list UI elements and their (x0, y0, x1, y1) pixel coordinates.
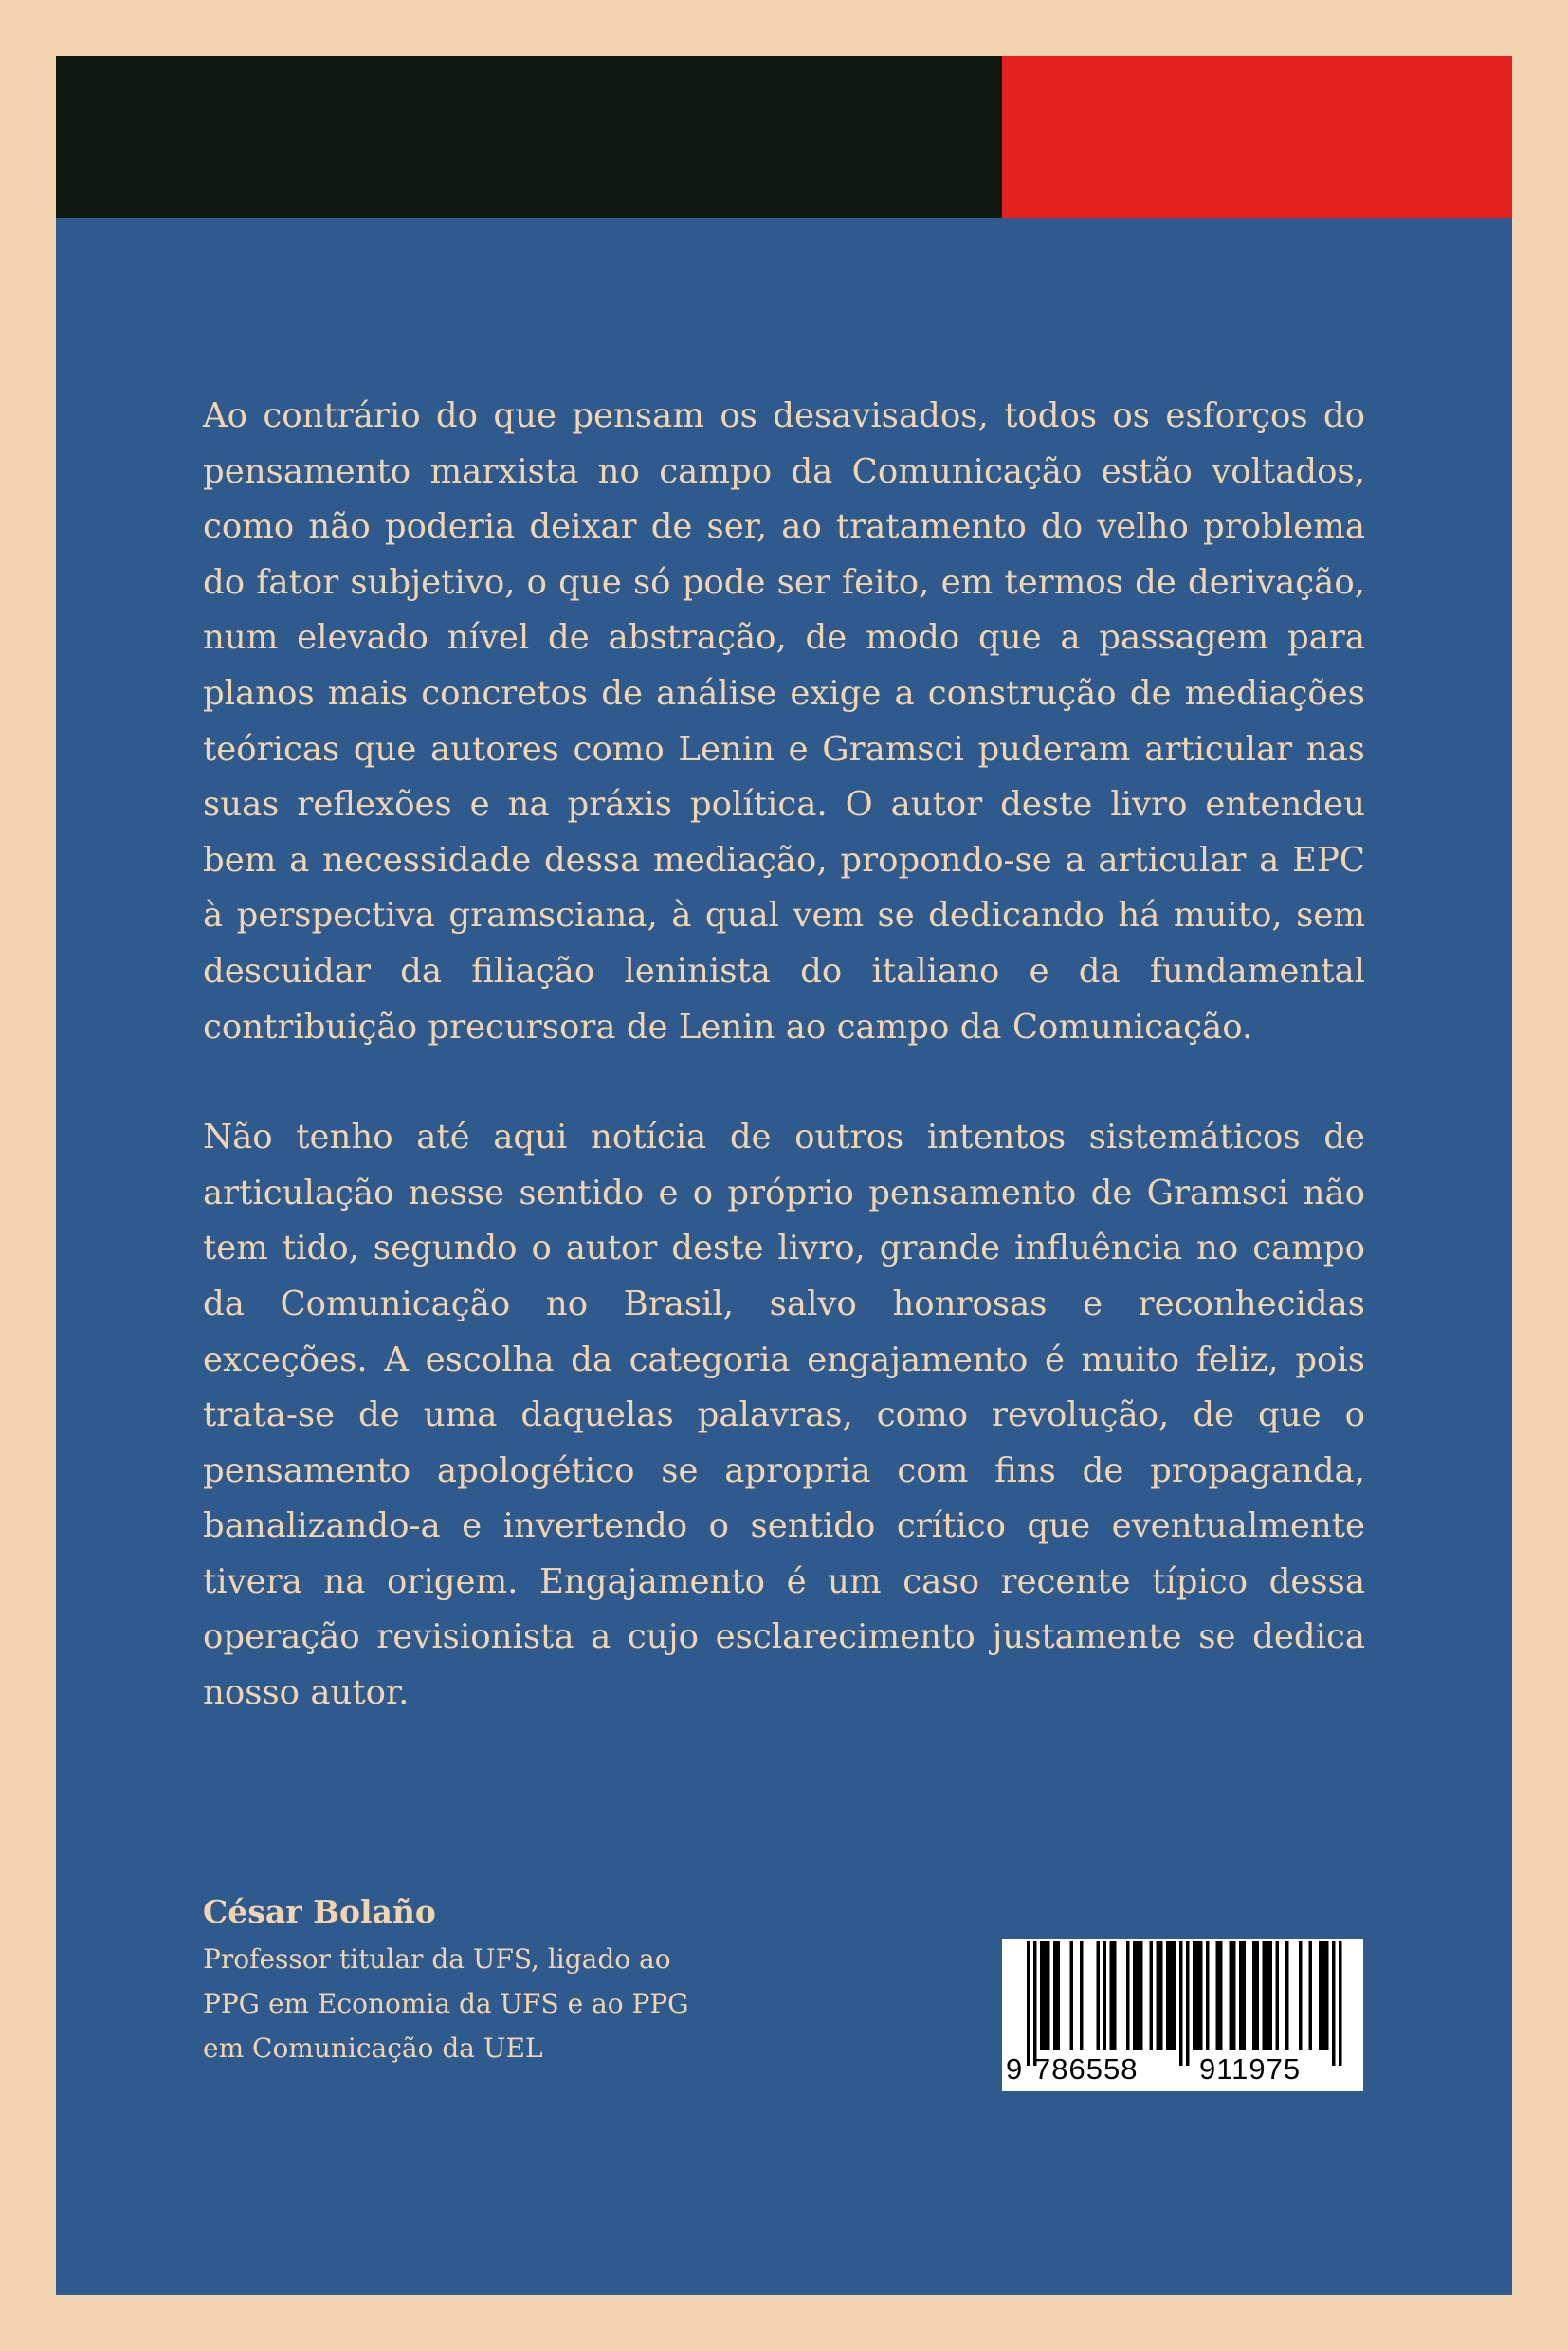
barcode-bar (1206, 1941, 1210, 2050)
author-role-line-1: Professor titular da UFS, ligado ao (203, 1943, 671, 1975)
barcode-bar (1097, 1941, 1101, 2050)
barcode-bar (1150, 1941, 1154, 2050)
barcode-digits-left: 786558 (1034, 2052, 1139, 2086)
top-band-black (56, 56, 1002, 218)
barcode-bar (1299, 1941, 1303, 2050)
top-band-red (1002, 56, 1512, 218)
barcode-digit-first: 9 (1006, 2052, 1023, 2086)
barcode-bar (1126, 1941, 1130, 2050)
barcode-bar (1243, 1941, 1247, 2050)
barcode-bar (1070, 1941, 1074, 2050)
barcode-bar (1339, 1941, 1342, 2066)
blurb-panel (56, 218, 1512, 2295)
barcode-bar (1166, 1941, 1170, 2050)
barcode-bar (1256, 1941, 1260, 2050)
barcode-bar (1325, 1941, 1329, 2050)
barcode-bar (1140, 1941, 1143, 2050)
barcode-bar (1057, 1941, 1061, 2050)
blurb-paragraph-2: Não tenho até aqui notícia de outros intentos sistemáticos de articulação nesse sentido e o próprio pensamento de Gramsci não tem tido, segundo o autor deste livro, grande influência no campo da Comunicação no Brasil, salvo honrosas e reconhecidas exceções. A escolha da categoria engajamento é muito feliz, pois trata-se de uma daquelas palavras, como revolução, de que o pensamento apologético se apropria com fins de propaganda, banalizando-a e invertendo o sentido crítico que eventualmente tivera na origem. Engajamento é um caso recente típico dessa operação revisionista a cujo esclarecimento justamente se dedica nosso autor. (203, 1118, 1365, 1713)
barcode-bar (1199, 1941, 1203, 2050)
barcode-bar (1232, 1941, 1236, 2050)
author-role-line-3: em Comunicação da UEL (203, 2032, 543, 2064)
barcode-bar (1230, 1941, 1233, 2050)
barcode-bar (1186, 1941, 1190, 2066)
barcode-bar (1044, 1941, 1048, 2050)
barcode-bar (1179, 1941, 1183, 2066)
barcode-bar (1319, 1941, 1322, 2050)
back-cover (56, 56, 1512, 2295)
barcode-bar (1276, 1941, 1280, 2050)
barcode-bar (1263, 1941, 1267, 2050)
barcode-bar (1266, 1941, 1269, 2050)
barcode-bar (1157, 1941, 1160, 2050)
barcode-bar (1103, 1941, 1107, 2050)
blurb-paragraph-1: Ao contrário do que pensam os desavisados, todos os esforços do pensamento marxista no campo da Comunicação estão voltados, como não poderia deixar de ser, ao tratamento do velho problema do fator subjetivo, o que só pode ser feito, em termos de derivação, num elevado nível de abstração, de modo que a passagem para planos mais concretos de análise exige a construção de mediações teóricas que autores como Lenin e Gramsci puderam articular nas suas reflexões e na práxis política. O autor deste livro entendeu bem a necessidade dessa mediação, propondo-se a articular a EPC à perspectiva gramsciana, à qual vem se dedicando há muito, sem descuidar da filiação leninista do italiano e da fundamental contribuição precursora de Lenin ao campo da Comunicação. (203, 396, 1365, 1047)
barcode-bar (1133, 1941, 1137, 2050)
barcode-bar (1159, 1941, 1163, 2050)
barcode-digits (1002, 2050, 1363, 2088)
barcode-bar (1173, 1941, 1176, 2050)
barcode-bar (1239, 1941, 1243, 2050)
author-role-line-2: PPG em Economia da UFS e ao PPG (203, 1988, 689, 2019)
barcode-bar (1196, 1941, 1200, 2050)
barcode-digits-right: 911975 (1199, 2052, 1302, 2086)
blurb-text (203, 389, 1365, 1722)
barcode-bar (1047, 1941, 1050, 2050)
barcode-bar (1040, 1941, 1044, 2050)
barcode-bar (1252, 1941, 1256, 2050)
barcode-bar (1053, 1941, 1057, 2050)
author-credit (203, 1888, 866, 2069)
barcode-bar (1170, 1941, 1174, 2050)
barcode-bar (1033, 1941, 1037, 2066)
barcode-bar (1309, 1941, 1313, 2050)
author-name: César Bolaño (203, 1893, 436, 1930)
barcode-bar (1332, 1941, 1336, 2066)
barcode-bar (1110, 1941, 1114, 2050)
barcode-bar (1027, 1941, 1030, 2066)
barcode-bar (1219, 1941, 1223, 2050)
barcode-bar (1113, 1941, 1117, 2050)
barcode-bar (1080, 1941, 1084, 2050)
barcode-bar (1216, 1941, 1220, 2050)
barcode-bar (1137, 1941, 1140, 2050)
barcode-bar (1269, 1941, 1273, 2050)
barcode-bar (1285, 1941, 1289, 2050)
isbn-barcode (1002, 1939, 1363, 2091)
barcode-bar (1193, 1941, 1196, 2050)
barcode-bar (1322, 1941, 1326, 2050)
